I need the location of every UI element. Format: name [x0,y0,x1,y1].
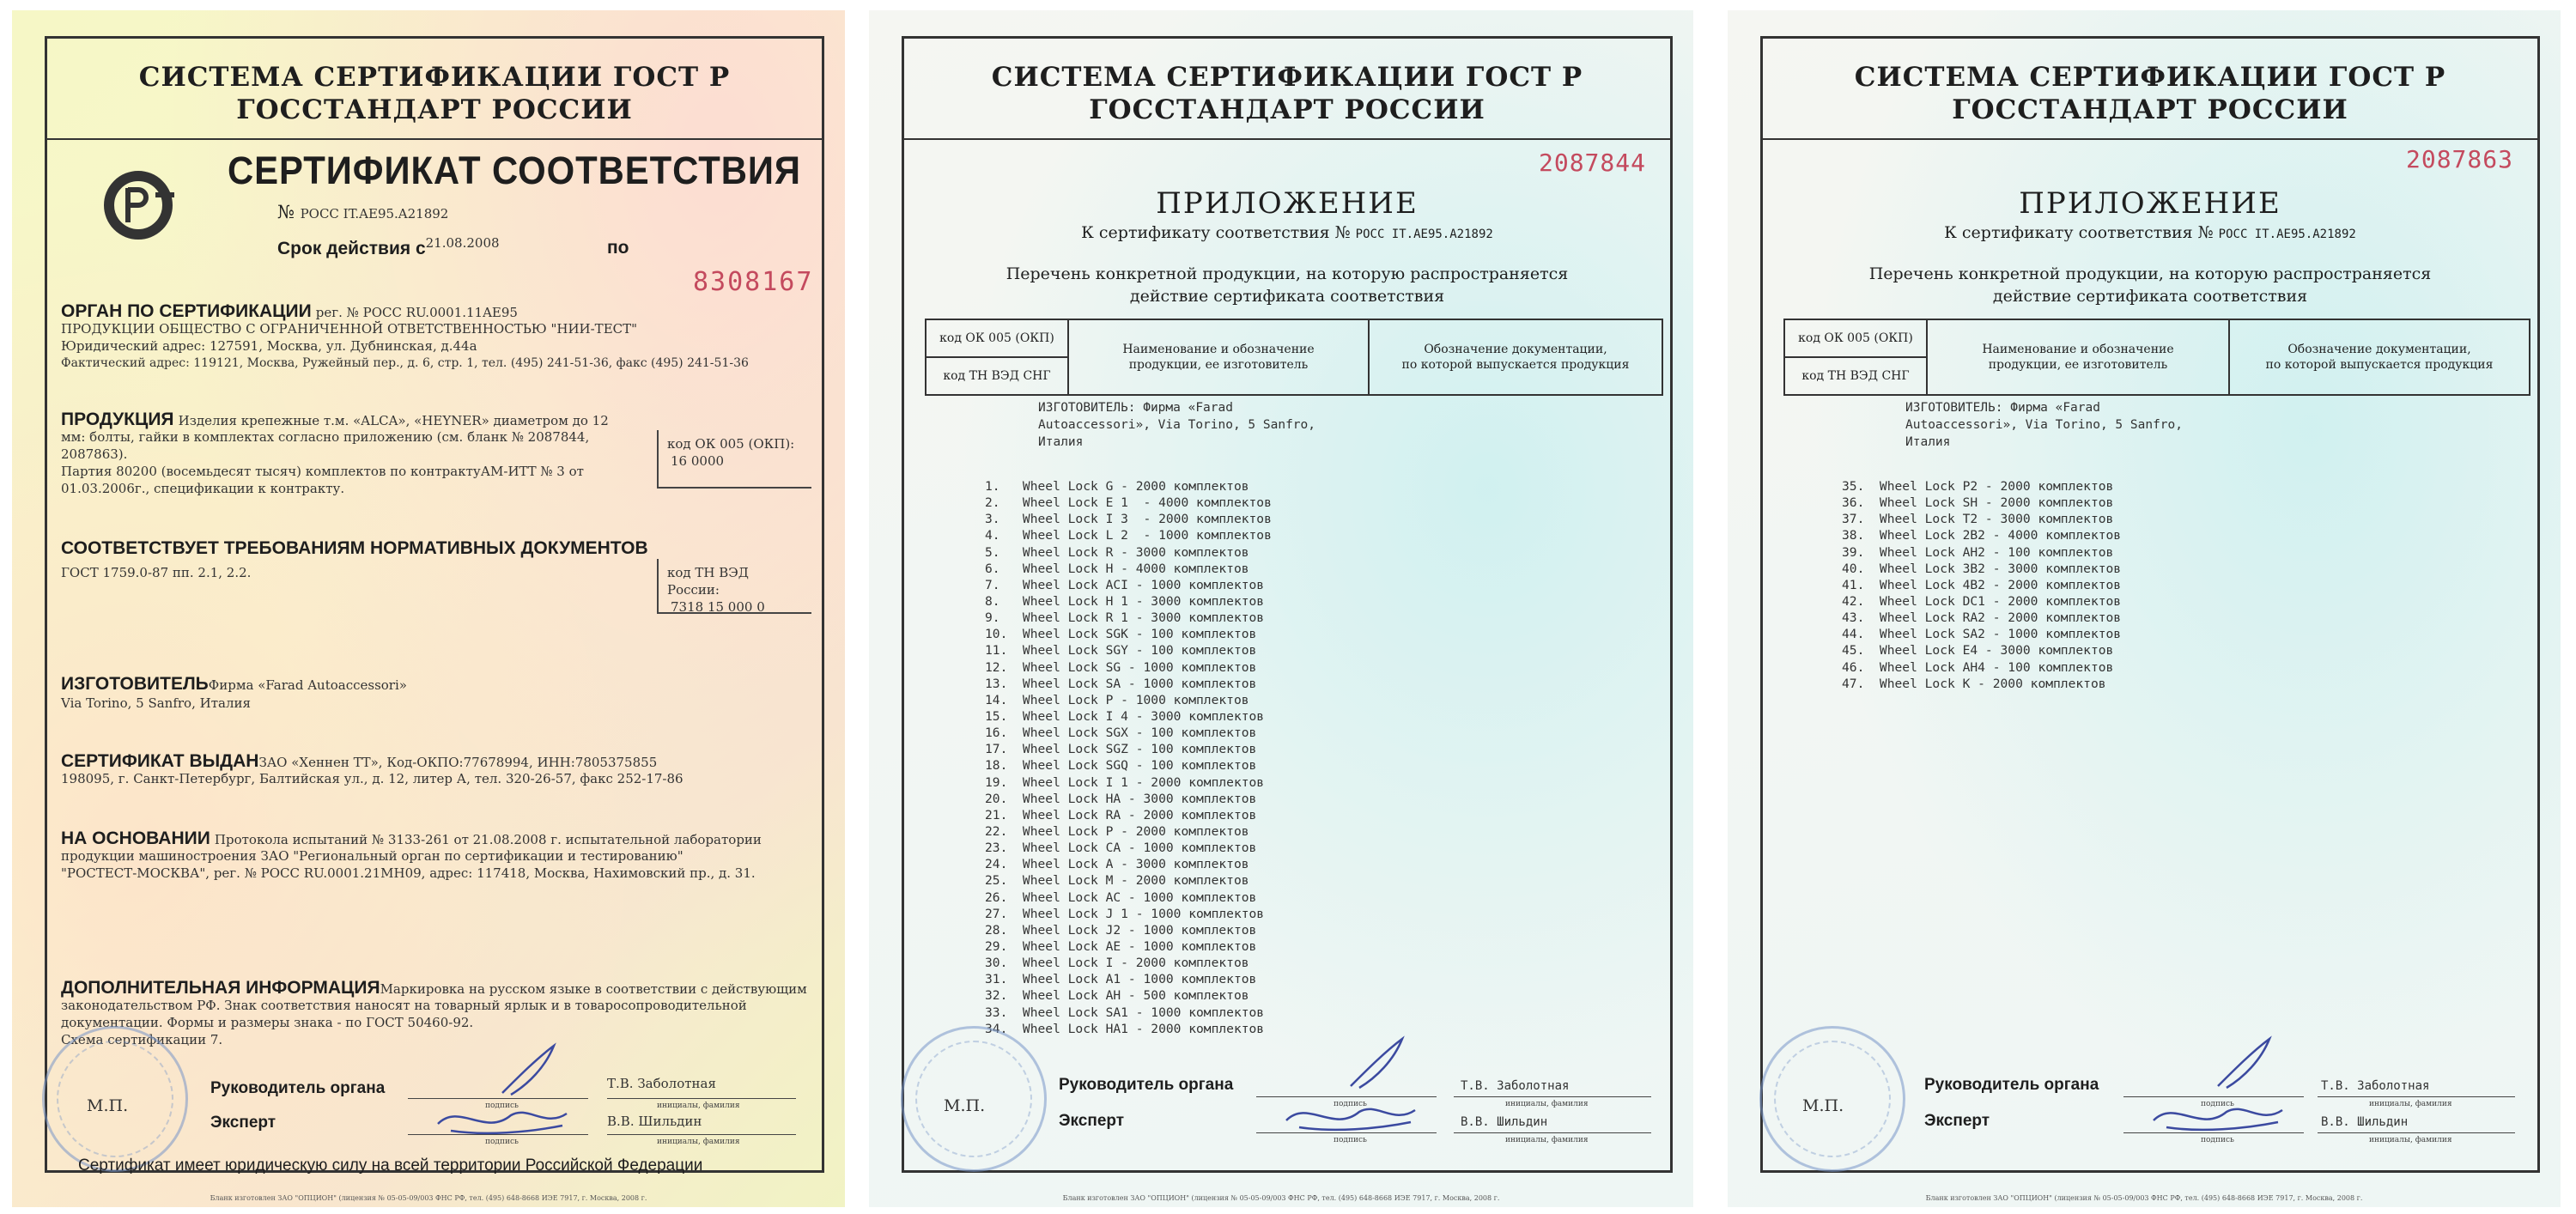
number-label: № [277,202,295,222]
appendix-1-items [985,478,1272,1037]
mp-label: М.П. [1802,1096,1844,1115]
product-list-item: 11. Wheel Lock SGY - 100 комплектов [985,643,1257,659]
certificate-print-footer: Бланк изготовлен ЗАО "ОПЦИОН" (лицензия № 05-05-09/003 ФНС РФ, тел. (495) 648-8668 ИЭЕ 7917, г. Москва, 2008 г. [210,1194,647,1202]
appendix-2-title: ПРИЛОЖЕНИЕ [2019,186,2281,221]
issued-address: 198095, г. Санкт-Петербург, Балтийская ул., д. 12, литер А, тел. 320-26-57, факс 252-17-86 [61,771,683,786]
doc-column-header [2229,319,2530,395]
name-column-header [1068,319,1369,395]
validity-to-label: по [607,238,629,258]
appendix-2-items [1842,478,2121,692]
okp-value: 16 0000 [671,453,725,469]
product-list-item: 18. Wheel Lock SGQ - 100 комплектов [985,758,1257,774]
head-name-caption: инициалы, фамилия [657,1102,740,1110]
product-list-item: 38. Wheel Lock 2B2 - 4000 комплектов [1842,528,2122,543]
product-list-item: 4. Wheel Lock L 2 - 1000 комплектов [985,528,1272,543]
system-title: СИСТЕМА СЕРТИФИКАЦИИ ГОСТ Р [1854,62,2446,93]
compliance-label: СООТВЕТСТВУЕТ ТРЕБОВАНИЯМ НОРМАТИВНЫХ ДОКУМЕНТОВ [61,538,648,558]
certificate-number-row [277,202,448,222]
expert-sign-caption: подпись [2201,1136,2234,1144]
additional-label: ДОПОЛНИТЕЛЬНАЯ ИНФОРМАЦИЯ [61,978,380,998]
manufacturer-line-1: ИЗГОТОВИТЕЛЬ: Фирма «Farad [1038,401,1233,415]
manufacturer-line-2: Autoaccessori», Via Torino, 5 Sanfro, [1038,418,1316,432]
head-name-caption: инициалы, фамилия [2369,1100,2452,1108]
appendix-1-manufacturer [1038,399,1315,451]
product-list-item: 1. Wheel Lock G - 2000 комплектов [985,479,1249,494]
head-name: Т.В. Заболотная [607,1076,716,1091]
product-list-item: 33. Wheel Lock SA1 - 1000 комплектов [985,1005,1265,1020]
name-col-line-2: продукции, ее изготовитель [1988,358,2168,372]
expert-name-caption: инициалы, фамилия [1505,1136,1589,1144]
basis-label: НА ОСНОВАНИИ [61,829,210,848]
expert-name: В.В. Шильдин [2321,1115,2409,1129]
product-list-item: 19. Wheel Lock I 1 - 2000 комплектов [985,774,1265,790]
tnved-code-cell: код ТН ВЭД СНГ [926,357,1068,395]
doc-col-line-1: Обозначение документации, [2287,343,2471,356]
expert-name-line [1454,1132,1651,1133]
doc-col-line-1: Обозначение документации, [1424,343,1607,356]
system-subtitle: ГОССТАНДАРТ РОССИИ [1952,94,2348,125]
appendix-2-frame [1760,36,2540,1173]
product-list-item: 6. Wheel Lock H - 4000 комплектов [985,561,1249,576]
expert-name-line [607,1134,796,1135]
system-subtitle: ГОССТАНДАРТ РОССИИ [236,94,633,125]
product-list-item: 35. Wheel Lock P2 - 2000 комплектов [1842,479,2114,494]
appendix-2-header [1763,39,2537,140]
additional-line-4: Схема сертификации 7. [61,1032,223,1047]
product-list-item: 32. Wheel Lock AH - 500 комплектов [985,988,1249,1004]
product-line-5: 01.03.2006г., спецификации к контракту. [61,481,345,496]
product-list-item: 28. Wheel Lock J2 - 1000 комплектов [985,922,1257,938]
basis-line-3: "РОСТЕСТ-МОСКВА", рег. № РОСС RU.0001.21МН09, адрес: 117418, Москва, Нахимовский пр., д. 31. [61,865,756,881]
manufacturer-value: Фирма «Farad Autoaccessori» [208,677,407,693]
head-sign-caption: подпись [485,1102,519,1110]
head-signature-icon [494,1041,571,1105]
mp-label: М.П. [944,1096,986,1115]
manufacturer-address: Via Torino, 5 Sanfro, Италия [61,695,251,711]
head-sign-caption: подпись [2201,1100,2234,1108]
head-name-caption: инициалы, фамилия [1505,1100,1589,1108]
list-line-2: действие сертификата соответствия [1129,287,1445,306]
to-cert-label: К сертификату соответствия № [1944,223,2214,242]
tnved-code-cell: код ТН ВЭД СНГ [1784,357,1927,395]
appendix-page-2 [1728,10,2561,1207]
organ-label: ОРГАН ПО СЕРТИФИКАЦИИ [61,301,312,321]
expert-sign-caption: подпись [485,1138,519,1146]
certificate-frame [45,36,824,1173]
name-col-line-1: Наименование и обозначение [1122,343,1315,356]
expert-name: В.В. Шильдин [1461,1115,1548,1129]
product-list-item: 29. Wheel Lock AE - 1000 комплектов [985,938,1257,954]
product-list-item: 10. Wheel Lock SGK - 100 комплектов [985,627,1257,642]
expert-signature-icon [1282,1095,1419,1141]
product-list-item: 21. Wheel Lock RA - 2000 комплектов [985,807,1257,822]
system-subtitle: ГОССТАНДАРТ РОССИИ [1089,94,1485,125]
certificate-header [47,39,822,140]
appendix-1-print-footer: Бланк изготовлен ЗАО "ОПЦИОН" (лицензия № 05-05-09/003 ФНС РФ, тел. (495) 648-8668 ИЭЕ 7917, г. Москва, 2008 г. [1062,1194,1500,1202]
okp-code-cell: код ОК 005 (ОКП) [1784,319,1927,357]
validity-from: 21.08.2008 [425,235,500,251]
head-signature-icon [2209,1035,2287,1098]
head-name-line [2318,1096,2515,1097]
basis-line-1: Протокола испытаний № 3133-261 от 21.08.2008 г. испытательной лаборатории [214,832,762,847]
appendix-2-cert-ref [1763,222,2537,246]
head-name-line [1454,1096,1651,1097]
appendix-1-serial: 2087844 [1538,149,1646,177]
appendix-2-cert-number: РОСС IT.AE95.A21892 [2218,228,2356,241]
additional-line-2: законодательством РФ. Знак соответствия наносят на товарный ярлык и в товаросопроводительной [61,998,747,1013]
product-list-item: 3. Wheel Lock I 3 - 2000 комплектов [985,512,1272,527]
system-title: СИСТЕМА СЕРТИФИКАЦИИ ГОСТ Р [138,62,731,93]
basis-line-2: продукции машиностроения ЗАО "Региональный орган по сертификации и тестированию" [61,848,683,864]
okp-code-box [657,430,811,489]
manufacturer-line-2: Autoaccessori», Via Torino, 5 Sanfro, [1905,418,2184,432]
expert-signature-icon [434,1098,571,1144]
name-column-header [1927,319,2229,395]
certificate-page [12,10,845,1207]
validity-label: Срок действия с [277,239,426,258]
appendix-1-header [904,39,1670,140]
rst-logo-icon [104,169,176,241]
organ-line-3: Фактический адрес: 119121, Москва, Ружейный пер., д. 6, стр. 1, тел. (495) 241-51-36, факс (495) 241-51-36 [61,356,749,370]
validity-row [277,235,500,259]
product-list-item: 25. Wheel Lock M - 2000 комплектов [985,873,1249,889]
tnved-code-box [657,559,811,614]
compliance-value: ГОСТ 1759.0-87 пп. 2.1, 2.2. [61,565,252,580]
list-line-1: Перечень конкретной продукции, на которую распространяется [1005,264,1569,283]
expert-name: В.В. Шильдин [607,1114,702,1129]
appendix-1-cert-ref [904,222,1670,246]
product-list-item: 26. Wheel Lock AC - 1000 комплектов [985,889,1257,905]
product-list-item: 39. Wheel Lock AH2 - 100 комплектов [1842,544,2114,560]
basis-row [61,829,762,849]
product-list-item: 7. Wheel Lock ACI - 1000 комплектов [985,577,1265,592]
issued-row [61,751,657,772]
expert-name-caption: инициалы, фамилия [657,1138,740,1146]
organ-line-1: ПРОДУКЦИИ ОБЩЕСТВО С ОГРАНИЧЕННОЙ ОТВЕТСТВЕННОСТЬЮ "НИИ-ТЕСТ" [61,321,638,337]
additional-line-1: Маркировка на русском языке в соответствии с действующим [380,981,807,997]
doc-col-line-2: по которой выпускается продукция [1401,358,1630,372]
manufacturer-row [61,674,407,695]
product-list-item: 41. Wheel Lock 4B2 - 2000 комплектов [1842,577,2122,592]
appendix-2-manufacturer [1905,399,2183,451]
product-list-item: 36. Wheel Lock SH - 2000 комплектов [1842,495,2114,511]
system-title: СИСТЕМА СЕРТИФИКАЦИИ ГОСТ Р [991,62,1583,93]
to-cert-label: К сертификату соответствия № [1081,223,1351,242]
product-line-4: Партия 80200 (восемьдесят тысяч) комплектов по контрактуАМ-ИТТ № 3 от [61,464,584,479]
product-list-item: 37. Wheel Lock T2 - 3000 комплектов [1842,512,2114,527]
certificate-serial: 8308167 [693,267,814,297]
expert-name-line [2318,1132,2515,1133]
appendix-2-serial: 2087863 [2405,145,2513,173]
doc-column-header [1369,319,1662,395]
expert-label: Эксперт [210,1114,276,1132]
product-list-item: 12. Wheel Lock SG - 1000 комплектов [985,659,1257,675]
product-list-item: 24. Wheel Lock A - 3000 комплектов [985,857,1249,872]
additional-row [61,978,807,999]
product-list-item: 16. Wheel Lock SGX - 100 комплектов [985,725,1257,741]
organ-line-2: Юридический адрес: 127591, Москва, ул. Дубнинская, д.44а [61,338,477,354]
product-list-item: 20. Wheel Lock HA - 3000 комплектов [985,791,1257,806]
expert-label: Эксперт [1059,1112,1125,1130]
product-label: ПРОДУКЦИЯ [61,410,174,429]
product-line-1: Изделия крепежные т.м. «ALCA», «HEYNER» диаметром до 12 [178,413,609,428]
product-row [61,410,609,430]
product-list-item: 42. Wheel Lock DC1 - 2000 комплектов [1842,593,2122,609]
product-list-item: 34. Wheel Lock HA1 - 2000 комплектов [985,1021,1265,1036]
product-list-item: 9. Wheel Lock R 1 - 3000 комплектов [985,610,1265,626]
product-list-item: 13. Wheel Lock SA - 1000 комплектов [985,676,1257,691]
head-label: Руководитель органа [210,1079,386,1097]
product-line-3: 2087863). [61,446,128,462]
product-list-item: 30. Wheel Lock I - 2000 комплектов [985,956,1249,971]
manufacturer-line-3: Италия [1038,435,1084,449]
product-line-2: мм: болты, гайки в комплектах согласно приложению (см. бланк № 2087844, [61,429,590,445]
appendix-2-header-table [1783,319,2530,396]
name-col-line-2: продукции, ее изготовитель [1128,358,1309,372]
product-list-item: 2. Wheel Lock E 1 - 4000 комплектов [985,495,1272,511]
appendix-2-print-footer: Бланк изготовлен ЗАО "ОПЦИОН" (лицензия № 05-05-09/003 ФНС РФ, тел. (495) 648-8668 ИЭЕ 7917, г. Москва, 2008 г. [1925,1194,2363,1202]
list-line-1: Перечень конкретной продукции, на которую распространяется [1868,264,2432,283]
okp-code-cell: код ОК 005 (ОКП) [926,319,1068,357]
appendix-1-header-table [925,319,1663,396]
product-list-item: 17. Wheel Lock SGZ - 100 комплектов [985,742,1257,757]
tnved-value: 7318 15 000 0 [671,599,765,615]
okp-label: код ОК 005 (ОКП): [667,436,795,452]
product-list-item: 45. Wheel Lock E4 - 3000 комплектов [1842,643,2114,659]
product-list-item: 23. Wheel Lock CA - 1000 комплектов [985,841,1257,856]
expert-name-caption: инициалы, фамилия [2369,1136,2452,1144]
product-list-item: 15. Wheel Lock I 4 - 3000 комплектов [985,708,1265,724]
product-list-item: 46. Wheel Lock AH4 - 100 комплектов [1842,659,2114,675]
head-name: Т.В. Заболотная [1461,1079,1570,1093]
expert-sign-caption: подпись [1334,1136,1367,1144]
certificate-title: СЕРТИФИКАТ СООТВЕТСТВИЯ [228,149,801,192]
certificate-number: РОСС IT.AE95.A21892 [300,206,449,222]
head-signature-icon [1342,1035,1419,1098]
manufacturer-line-1: ИЗГОТОВИТЕЛЬ: Фирма «Farad [1905,401,2100,415]
head-label: Руководитель органа [1059,1076,1234,1094]
expert-label: Эксперт [1924,1112,1990,1130]
product-list-item: 8. Wheel Lock H 1 - 3000 комплектов [985,593,1265,609]
issued-label: СЕРТИФИКАТ ВЫДАН [61,751,259,771]
doc-col-line-2: по которой выпускается продукция [2265,358,2494,372]
appendix-page-1 [869,10,1693,1207]
head-sign-caption: подпись [1334,1100,1367,1108]
appendix-1-cert-number: РОСС IT.AE95.A21892 [1355,228,1493,241]
product-list-item: 44. Wheel Lock SA2 - 1000 комплектов [1842,627,2122,642]
appendix-1-frame [902,36,1673,1173]
manufacturer-label: ИЗГОТОВИТЕЛЬ [61,674,209,694]
product-list-item: 22. Wheel Lock P - 2000 комплектов [985,823,1249,839]
product-list-item: 27. Wheel Lock J 1 - 1000 комплектов [985,906,1265,921]
product-list-item: 40. Wheel Lock 3B2 - 3000 комплектов [1842,561,2122,576]
appendix-1-title: ПРИЛОЖЕНИЕ [1156,186,1419,221]
head-name-line [607,1098,796,1099]
product-list-item: 47. Wheel Lock K - 2000 комплектов [1842,676,2106,691]
certificate-footer: Сертификат имеет юридическую силу на всей территории Российской Федерации [78,1156,703,1175]
expert-signature-icon [2149,1095,2287,1141]
organ-row [61,301,518,322]
name-col-line-1: Наименование и обозначение [1982,343,2174,356]
manufacturer-line-3: Италия [1905,435,1951,449]
issued-value: ЗАО «Хеннен ТТ», Код-ОКПО:77678994, ИНН:7805375855 [258,755,658,770]
head-label: Руководитель органа [1924,1076,2099,1094]
product-list-item: 31. Wheel Lock A1 - 1000 комплектов [985,972,1257,987]
list-line-2: действие сертификата соответствия [1992,287,2308,306]
additional-line-3: документации. Формы и размеры знака - по ГОСТ 50460-92. [61,1015,474,1030]
product-list-item: 14. Wheel Lock P - 1000 комплектов [985,692,1249,707]
organ-reg: рег. № РОСС RU.0001.11AE95 [315,305,518,320]
product-list-item: 5. Wheel Lock R - 3000 комплектов [985,544,1249,560]
head-name: Т.В. Заболотная [2321,1079,2430,1093]
tnved-label: код ТН ВЭД России: [667,565,749,598]
mp-label: М.П. [87,1096,129,1115]
product-list-item: 43. Wheel Lock RA2 - 2000 комплектов [1842,610,2122,626]
